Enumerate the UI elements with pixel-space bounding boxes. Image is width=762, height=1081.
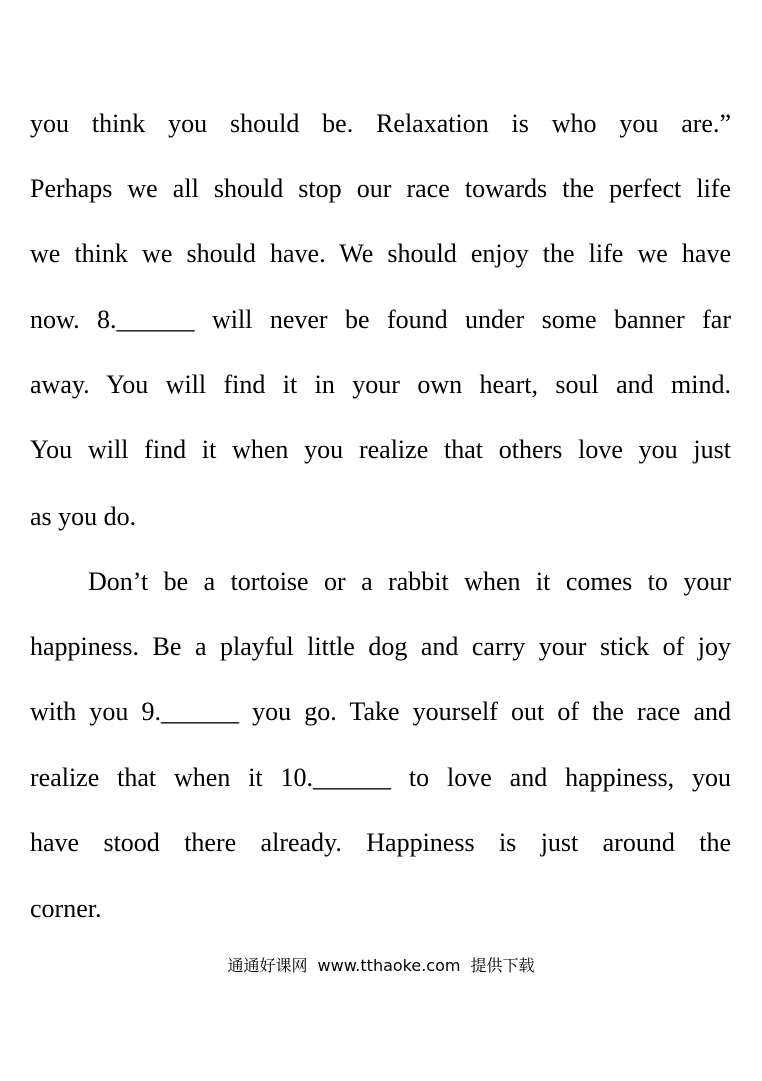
paragraph-line: You will find it when you realize that others love you just (30, 435, 731, 464)
paragraph-line: have stood there already. Happiness is just around the (30, 828, 731, 857)
paragraph-line: Don’t be a tortoise or a rabbit when it comes to your (88, 567, 731, 596)
paragraph-line: with you 9.______ you go. Take yourself out of the race and (30, 697, 731, 726)
paragraph-line: happiness. Be a playful little dog and carry your stick of joy (30, 632, 731, 661)
paragraph-line: we think we should have. We should enjoy the life we have (30, 239, 731, 268)
paragraph-line: as you do. (30, 502, 137, 531)
paragraph-line: realize that when it 10.______ to love and happiness, you (30, 763, 731, 792)
page-footer (0, 955, 762, 977)
paragraph-line: corner. (30, 894, 102, 923)
footer-note: 提供下载 (470, 956, 535, 975)
paragraph-line: you think you should be. Relaxation is who you are.” (30, 109, 731, 138)
paragraph-line: away. You will find it in your own heart, soul and mind. (30, 370, 731, 399)
footer-site-name: 通通好课网 (227, 956, 308, 975)
paragraph-line: now. 8.______ will never be found under some banner far (30, 305, 731, 334)
footer-url: www.tthaoke.com (317, 956, 461, 975)
paragraph-line: Perhaps we all should stop our race towards the perfect life (30, 174, 731, 203)
